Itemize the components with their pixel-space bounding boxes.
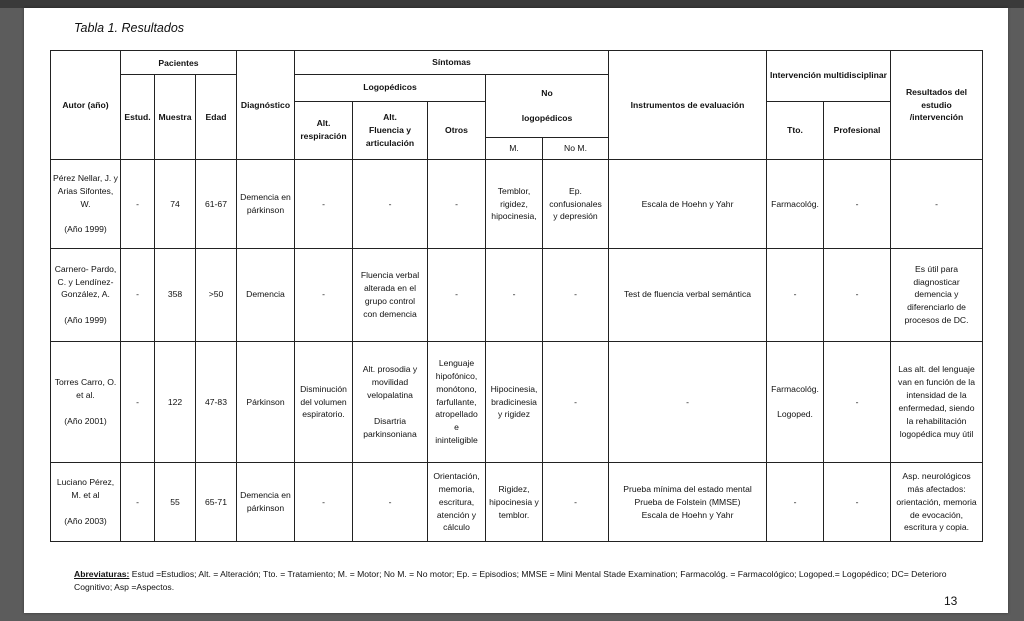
header-no-logopedicos: No logopédicos (486, 75, 609, 138)
cell-otros: - (428, 160, 486, 249)
cell-alt-fluencia: Alt. prosodia y movilidad velopalatina Disartria parkinsoniana (353, 341, 428, 462)
cell-profesional: - (824, 463, 891, 542)
cell-muestra: 74 (155, 160, 196, 249)
header-alt-respiracion: Alt. respiración (295, 101, 353, 160)
cell-autor: Pérez Nellar, J. y Arias Sifontes, W. (Año 1999) (51, 160, 121, 249)
header-otros: Otros (428, 101, 486, 160)
cell-profesional: - (824, 160, 891, 249)
cell-estud: - (121, 341, 155, 462)
header-autor: Autor (año) (51, 51, 121, 160)
header-diagnostico: Diagnóstico (237, 51, 295, 160)
cell-muestra: 122 (155, 341, 196, 462)
header-intervencion: Intervención multidisciplinar (767, 51, 891, 102)
page-number: 13 (944, 594, 958, 608)
cell-edad: 65-71 (196, 463, 237, 542)
cell-autor: Torres Carro, O. et al. (Año 2001) (51, 341, 121, 462)
header-estud: Estud. (121, 75, 155, 160)
cell-resultados: Asp. neurológicos más afectados: orientación, memoria de evocación, escritura y copia. (891, 463, 983, 542)
header-muestra: Muestra (155, 75, 196, 160)
cell-alt-fluencia: - (353, 463, 428, 542)
cell-m: - (486, 248, 543, 341)
cell-estud: - (121, 160, 155, 249)
cell-no-m: Ep. confusionales y depresión (543, 160, 609, 249)
document-page (24, 8, 1008, 613)
table-row (51, 341, 983, 462)
cell-muestra: 358 (155, 248, 196, 341)
cell-otros: Lenguaje hipofónico, monótono, farfullante, atropellado e ininteligible (428, 341, 486, 462)
cell-resultados: Las alt. del lenguaje van en función de la intensidad de la enfermedad, siendo la rehabilitación logopédica muy útil (891, 341, 983, 462)
abbreviations-text: Estud =Estudios; Alt. = Alteración; Tto. = Tratamiento; M. = Motor; No M. = No motor; Ep. = Episodios; MMSE = Mini Mental Stade Examination; Farmacológ. = Farmacológico; Logoped.= Logopédico; DC= Deterioro Cognitivo; Asp =Aspectos. (74, 569, 947, 593)
cell-alt-fluencia: - (353, 160, 428, 249)
cell-profesional: - (824, 248, 891, 341)
cell-autor: Carnero- Pardo, C. y Lendínez- González, A. (Año 1999) (51, 248, 121, 341)
table-row (51, 160, 983, 249)
cell-tto: Farmacológ. (767, 160, 824, 249)
header-sintomas: Síntomas (295, 51, 609, 75)
cell-diagnostico: Demencia en párkinson (237, 160, 295, 249)
header-edad: Edad (196, 75, 237, 160)
cell-alt-respiracion: - (295, 248, 353, 341)
cell-tto: - (767, 463, 824, 542)
header-alt-fluencia: Alt. Fluencia y articulación (353, 101, 428, 160)
viewer-top-bar (0, 0, 1024, 8)
cell-estud: - (121, 248, 155, 341)
header-logopedicos: Logopédicos (295, 75, 486, 101)
header-instrumentos: Instrumentos de evaluación (609, 51, 767, 160)
cell-resultados: - (891, 160, 983, 249)
results-table (50, 50, 983, 542)
cell-otros: - (428, 248, 486, 341)
cell-muestra: 55 (155, 463, 196, 542)
cell-tto: Farmacológ. Logoped. (767, 341, 824, 462)
cell-instrumentos: Escala de Hoehn y Yahr (609, 160, 767, 249)
table-title: Tabla 1. Resultados (74, 21, 185, 35)
header-pacientes: Pacientes (121, 51, 237, 75)
cell-resultados: Es útil para diagnosticar demencia y diferenciarlo de procesos de DC. (891, 248, 983, 341)
cell-tto: - (767, 248, 824, 341)
cell-estud: - (121, 463, 155, 542)
cell-diagnostico: Demencia en párkinson (237, 463, 295, 542)
cell-alt-respiracion: - (295, 160, 353, 249)
cell-m: Hipocinesia, bradicinesia y rigidez (486, 341, 543, 462)
cell-otros: Orientación, memoria, escritura, atención y cálculo (428, 463, 486, 542)
cell-alt-fluencia: Fluencia verbal alterada en el grupo control con demencia (353, 248, 428, 341)
cell-alt-respiracion: - (295, 463, 353, 542)
header-no-m: No M. (543, 137, 609, 159)
cell-m: Rigidez, hipocinesia y temblor. (486, 463, 543, 542)
cell-diagnostico: Párkinson (237, 341, 295, 462)
header-tto: Tto. (767, 101, 824, 160)
cell-edad: 47-83 (196, 341, 237, 462)
cell-no-m: - (543, 341, 609, 462)
cell-instrumentos: - (609, 341, 767, 462)
cell-instrumentos: Prueba mínima del estado mental Prueba de Folstein (MMSE) Escala de Hoehn y Yahr (609, 463, 767, 542)
cell-alt-respiracion: Disminución del volumen espiratorio. (295, 341, 353, 462)
header-m: M. (486, 137, 543, 159)
cell-profesional: - (824, 341, 891, 462)
abbreviations-label: Abreviaturas: (74, 569, 130, 579)
cell-autor: Luciano Pérez, M. et al (Año 2003) (51, 463, 121, 542)
table-row (51, 248, 983, 341)
table-row (51, 463, 983, 542)
cell-no-m: - (543, 463, 609, 542)
header-resultados: Resultados del estudio /intervención (891, 51, 983, 160)
cell-edad: >50 (196, 248, 237, 341)
cell-diagnostico: Demencia (237, 248, 295, 341)
cell-instrumentos: Test de fluencia verbal semántica (609, 248, 767, 341)
cell-m: Temblor, rigidez, hipocinesia, (486, 160, 543, 249)
abbreviations-note (74, 568, 964, 595)
cell-no-m: - (543, 248, 609, 341)
header-profesional: Profesional (824, 101, 891, 160)
cell-edad: 61-67 (196, 160, 237, 249)
